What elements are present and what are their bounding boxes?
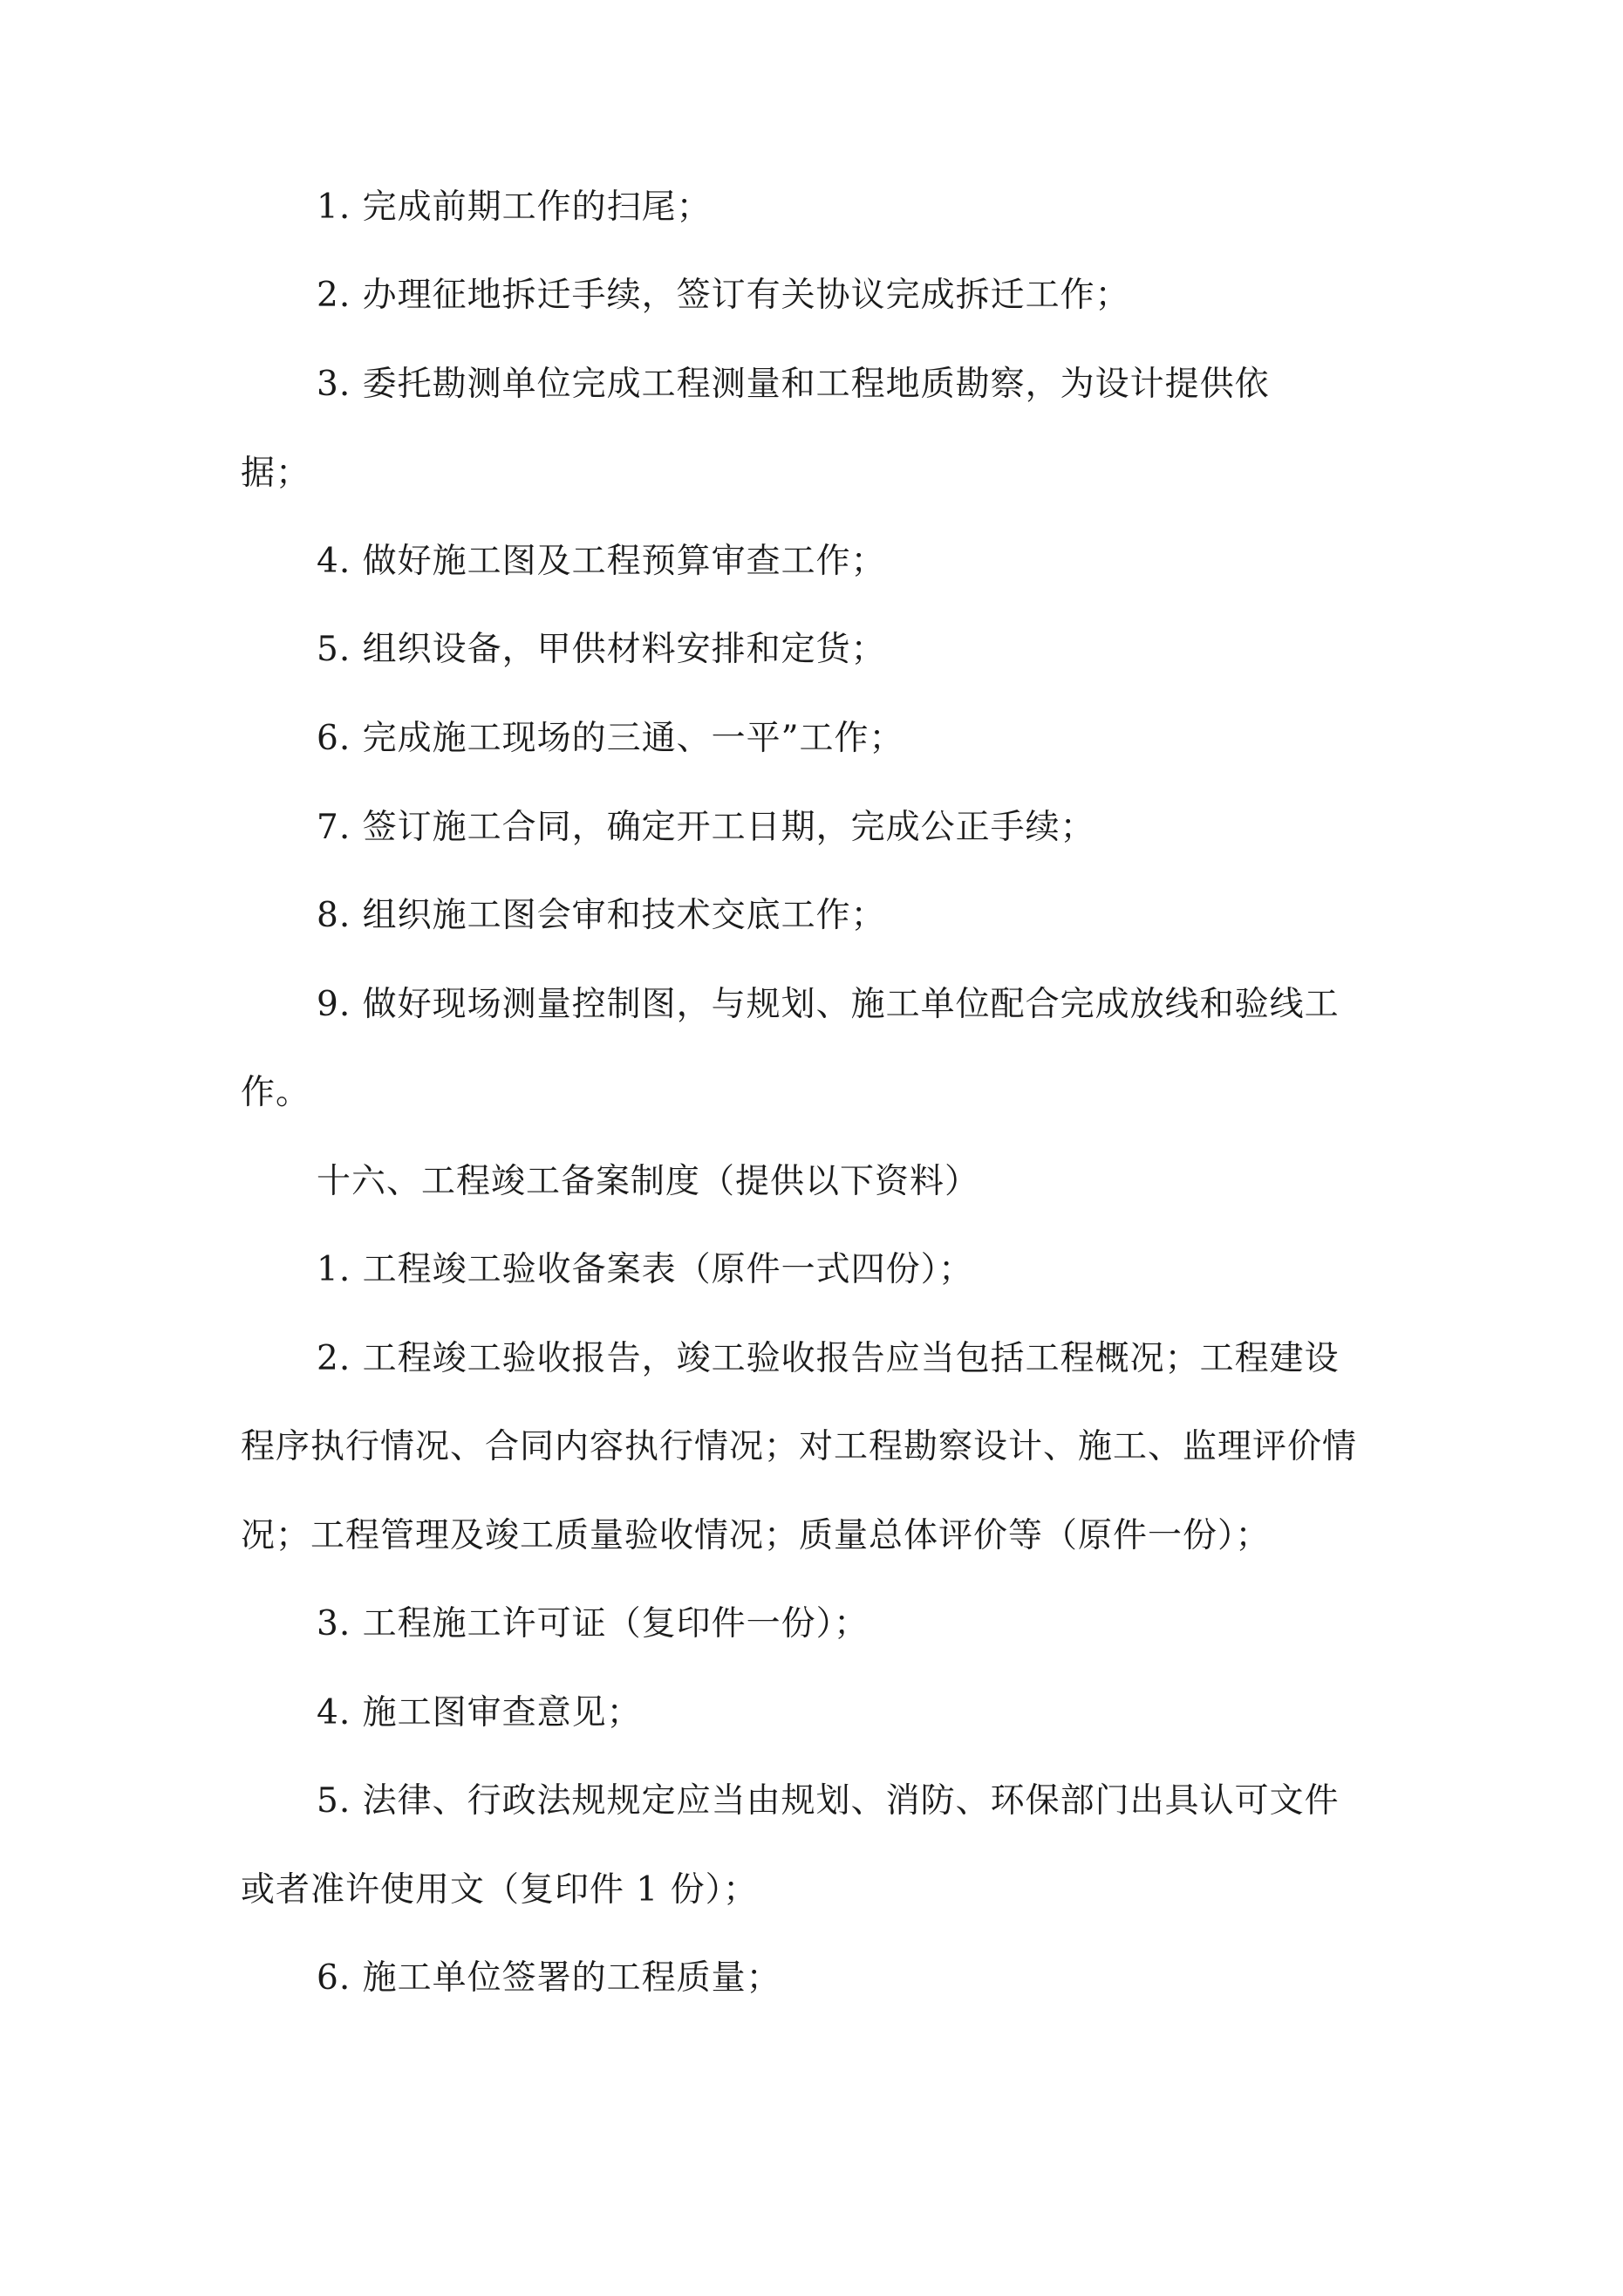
list-item: 1. 工程竣工验收备案表（原件一式四份）； xyxy=(317,1250,974,1289)
list-item: 2. 工程竣工验收报告，竣工验收报告应当包括工程概况；工程建设 xyxy=(317,1339,1340,1378)
list-item: 3. 工程施工许可证（复印件一份）； xyxy=(317,1604,869,1643)
list-item-continuation: 况；工程管理及竣工质量验收情况；质量总体评价等（原件一份）； xyxy=(241,1516,1271,1555)
list-item: 5. 法律、行政法规规定应当由规划、消防、环保部门出具认可文件 xyxy=(317,1781,1340,1821)
list-item: 4. 施工图审查意见； xyxy=(317,1693,642,1732)
list-item: 3. 委托勘测单位完成工程测量和工程地质勘察，为设计提供依 xyxy=(317,365,1270,404)
list-item: 6. 施工单位签署的工程质量； xyxy=(317,1958,781,1998)
list-item: 1. 完成前期工作的扫尾； xyxy=(317,188,712,227)
list-item: 2. 办理征地拆迁手续，签订有关协议完成拆迁工作； xyxy=(317,276,1130,315)
section-heading: 十六、工程竣工备案制度（提供以下资料） xyxy=(317,1162,980,1201)
list-item: 7. 签订施工合同，确定开工日期，完成公正手续； xyxy=(317,808,1095,847)
list-item: 8. 组织施工图会审和技术交底工作； xyxy=(317,896,886,935)
list-item: 5. 组织设备，甲供材料安排和定货； xyxy=(317,630,886,669)
list-item: 9. 做好现场测量控制图，与规划、施工单位配合完成放线和验线工 xyxy=(317,985,1340,1024)
list-item-continuation: 作。 xyxy=(241,1073,311,1112)
list-item: 6. 完成施工现场的三通、一平”工作； xyxy=(317,719,904,758)
list-item-continuation: 据； xyxy=(241,454,311,493)
list-item-continuation: 或者准许使用文（复印件 1 份）； xyxy=(241,1870,759,1910)
list-item-continuation: 程序执行情况、合同内容执行情况；对工程勘察设计、施工、监理评价情 xyxy=(241,1427,1358,1466)
list-item: 4. 做好施工图及工程预算审查工作； xyxy=(317,542,886,581)
